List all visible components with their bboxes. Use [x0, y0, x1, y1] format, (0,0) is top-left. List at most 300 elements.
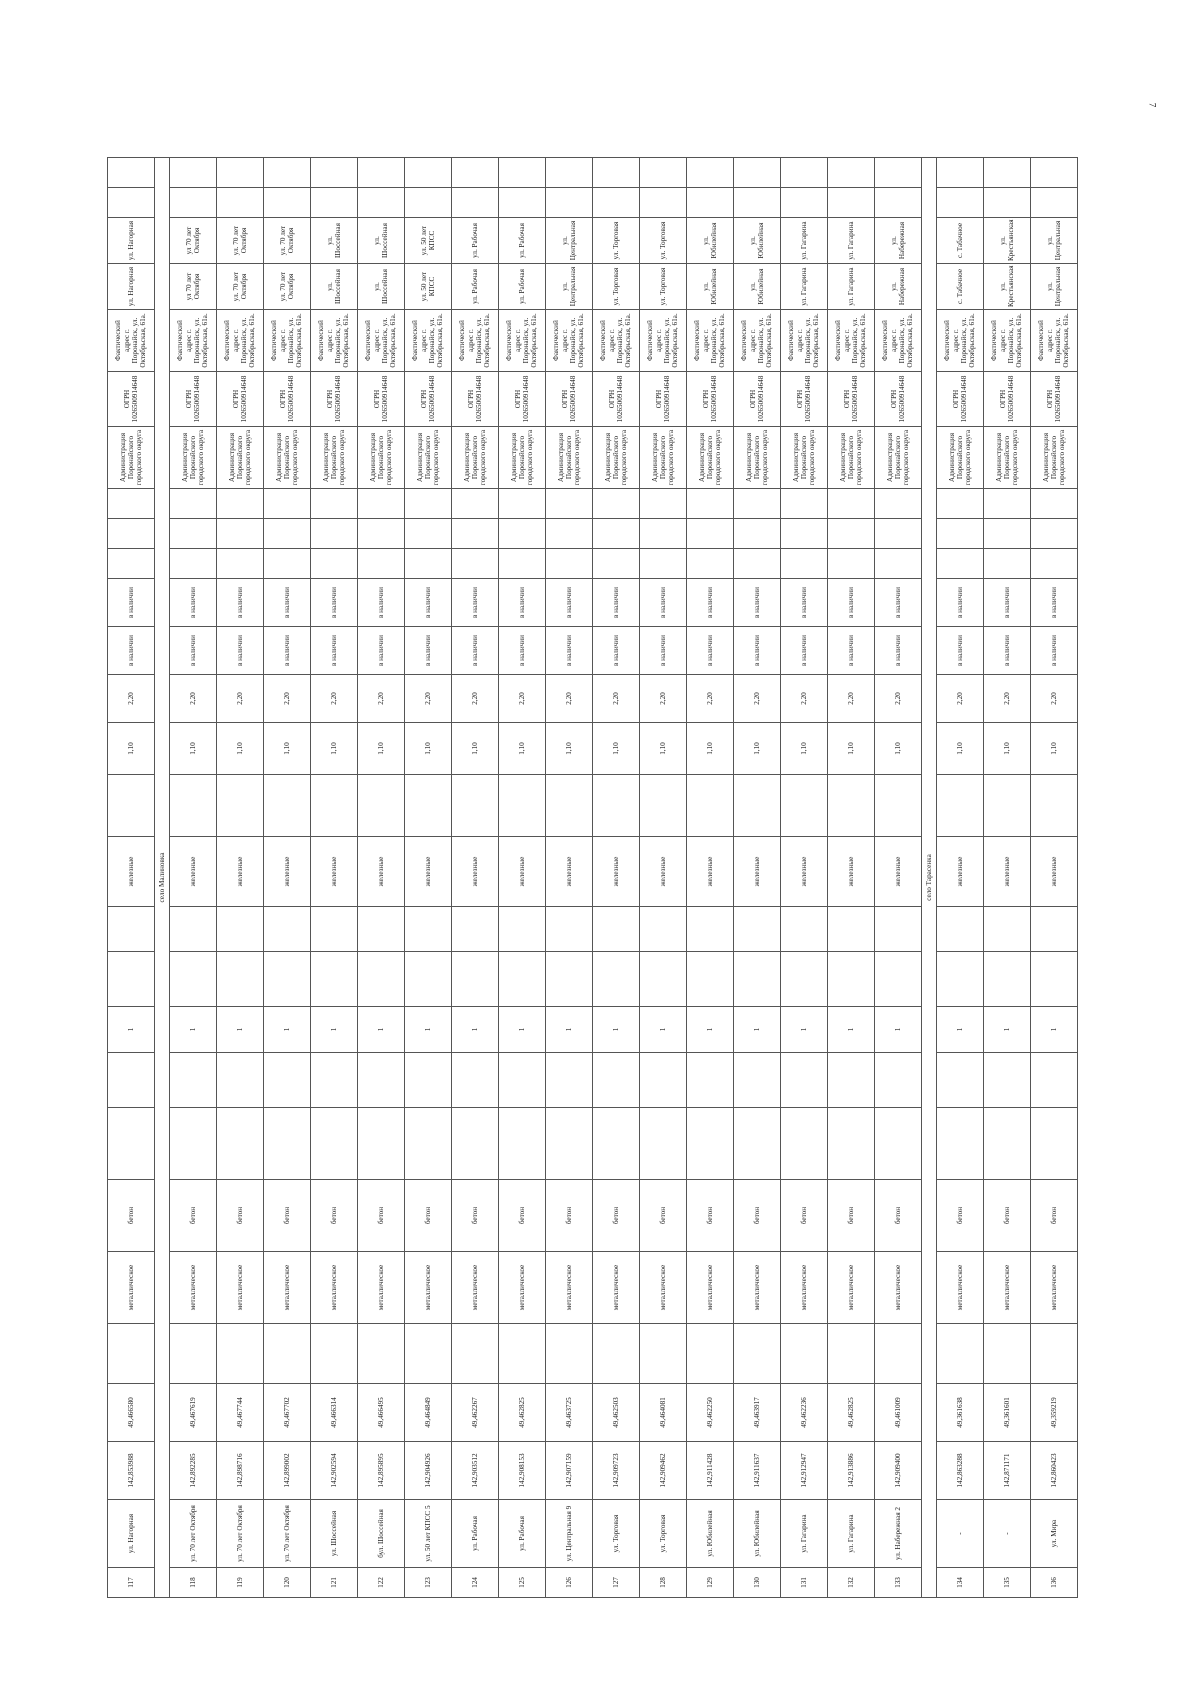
material-cell: металлическое	[405, 1252, 452, 1324]
foundation-cell: бетон	[593, 1180, 640, 1252]
empty-cell	[687, 1324, 734, 1384]
size-a-cell: 1,10	[405, 723, 452, 775]
empty-cell	[687, 775, 734, 837]
empty-cell	[781, 188, 828, 218]
empty-cell	[687, 1053, 734, 1108]
foundation-cell: бетон	[687, 1180, 734, 1252]
empty-cell	[499, 489, 546, 519]
longitude-cell: 142,892285	[170, 1442, 217, 1500]
material-cell: металлическое	[311, 1252, 358, 1324]
empty-cell	[1031, 952, 1078, 1007]
material-cell: металлическое	[984, 1252, 1031, 1324]
street-cell: ул. Юбилейная	[734, 1500, 781, 1568]
longitude-cell: 142,863288	[937, 1442, 984, 1500]
empty-cell	[687, 158, 734, 188]
size-b-cell: 2,20	[828, 675, 875, 723]
empty-cell	[734, 907, 781, 952]
empty-cell	[1031, 549, 1078, 579]
empty-cell	[734, 188, 781, 218]
status-cell: в наличии	[875, 627, 922, 675]
owner-cell: Администрация Поронайского городского округа	[405, 427, 452, 489]
size-a-cell: 1,10	[734, 723, 781, 775]
empty-cell	[170, 1053, 217, 1108]
ogrn-cell: ОГРН 1026500914648	[217, 372, 264, 427]
count-cell: 1	[311, 1007, 358, 1053]
street-cell: ул. Центральная 9	[546, 1500, 593, 1568]
empty-cell	[937, 519, 984, 549]
empty-cell	[1031, 907, 1078, 952]
empty-cell	[593, 1108, 640, 1180]
empty-cell	[499, 907, 546, 952]
empty-cell	[264, 549, 311, 579]
count-cell: 1	[358, 1007, 405, 1053]
size-b-cell: 2,20	[781, 675, 828, 723]
empty-cell	[734, 1053, 781, 1108]
street-cell: ул. Гагарина	[781, 1500, 828, 1568]
empty-cell	[170, 1324, 217, 1384]
empty-cell	[264, 158, 311, 188]
empty-cell	[108, 489, 155, 519]
empty-cell	[311, 188, 358, 218]
empty-cell	[1031, 188, 1078, 218]
type-cell: железные	[108, 837, 155, 907]
latitude-cell: 49,463725	[546, 1384, 593, 1442]
type-cell: железные	[1031, 837, 1078, 907]
empty-cell	[687, 519, 734, 549]
street-cell: ул. 70 лет Октября	[217, 1500, 264, 1568]
material-cell: металлическое	[734, 1252, 781, 1324]
status-cell: в наличии	[264, 579, 311, 627]
table-row	[358, 158, 405, 1598]
latitude-cell: 49,464081	[640, 1384, 687, 1442]
empty-cell	[452, 952, 499, 1007]
location-cell: ул. Центральная	[546, 264, 593, 310]
table-row	[640, 158, 687, 1598]
empty-cell	[937, 549, 984, 579]
row-number: 123	[405, 1568, 452, 1598]
longitude-cell: 142,912947	[781, 1442, 828, 1500]
foundation-cell: бетон	[311, 1180, 358, 1252]
status-cell: в наличии	[593, 627, 640, 675]
address-cell: Фактический адрес г. Поронайск, ул. Октябрьская, 61а.	[875, 310, 922, 372]
type-cell: железные	[593, 837, 640, 907]
status-cell: в наличии	[108, 627, 155, 675]
owner-cell: Администрация Поронайского городского округа	[687, 427, 734, 489]
page-number: 7	[1147, 102, 1158, 108]
longitude-cell: 142,909723	[593, 1442, 640, 1500]
owner-cell: Администрация Поронайского городского округа	[546, 427, 593, 489]
empty-cell	[311, 519, 358, 549]
size-b-cell: 2,20	[593, 675, 640, 723]
status-cell: в наличии	[781, 627, 828, 675]
empty-cell	[546, 158, 593, 188]
empty-cell	[546, 1108, 593, 1180]
empty-cell	[734, 775, 781, 837]
empty-cell	[405, 549, 452, 579]
empty-cell	[217, 1053, 264, 1108]
empty-cell	[734, 489, 781, 519]
rotated-table-wrapper	[107, 188, 1077, 1598]
row-number: 130	[734, 1568, 781, 1598]
address-cell: Фактический адрес г. Поронайск, ул. Октябрьская, 61а.	[499, 310, 546, 372]
empty-cell	[687, 907, 734, 952]
empty-cell	[640, 549, 687, 579]
address-cell: Фактический адрес г. Поронайск, ул. Октябрьская, 61а.	[452, 310, 499, 372]
empty-cell	[828, 907, 875, 952]
material-cell: металлическое	[264, 1252, 311, 1324]
empty-cell	[875, 549, 922, 579]
empty-cell	[452, 489, 499, 519]
table-row	[593, 158, 640, 1598]
empty-cell	[875, 158, 922, 188]
latitude-cell: 49,462250	[687, 1384, 734, 1442]
owner-cell: Администрация Поронайского городского округа	[170, 427, 217, 489]
empty-cell	[499, 1053, 546, 1108]
longitude-cell: 142,899002	[264, 1442, 311, 1500]
ogrn-cell: ОГРН 1026500914648	[875, 372, 922, 427]
table-row	[311, 158, 358, 1598]
empty-cell	[937, 952, 984, 1007]
size-a-cell: 1,10	[499, 723, 546, 775]
longitude-cell: 142,871171	[984, 1442, 1031, 1500]
empty-cell	[108, 1053, 155, 1108]
type-cell: железные	[358, 837, 405, 907]
status-cell: в наличии	[687, 579, 734, 627]
ogrn-cell: ОГРН 1026500914648	[108, 372, 155, 427]
status-cell: в наличии	[217, 627, 264, 675]
ogrn-cell: ОГРН 1026500914648	[828, 372, 875, 427]
ogrn-cell: ОГРН 1026500914648	[546, 372, 593, 427]
material-cell: металлическое	[217, 1252, 264, 1324]
empty-cell	[984, 158, 1031, 188]
latitude-cell: 49,467702	[264, 1384, 311, 1442]
owner-cell: Администрация Поронайского городского округа	[264, 427, 311, 489]
empty-cell	[828, 549, 875, 579]
empty-cell	[358, 1324, 405, 1384]
empty-cell	[264, 1053, 311, 1108]
type-cell: железные	[499, 837, 546, 907]
empty-cell	[499, 775, 546, 837]
owner-cell: Администрация Поронайского городского округа	[452, 427, 499, 489]
status-cell: в наличии	[311, 627, 358, 675]
empty-cell	[108, 188, 155, 218]
size-a-cell: 1,10	[593, 723, 640, 775]
ogrn-cell: ОГРН 1026500914648	[170, 372, 217, 427]
size-b-cell: 2,20	[452, 675, 499, 723]
size-a-cell: 1,10	[170, 723, 217, 775]
size-b-cell: 2,20	[217, 675, 264, 723]
row-number: 117	[108, 1568, 155, 1598]
material-cell: металлическое	[1031, 1252, 1078, 1324]
address-cell: Фактический адрес г. Поронайск, ул. Октябрьская, 61а.	[687, 310, 734, 372]
material-cell: металлическое	[546, 1252, 593, 1324]
street-cell: ул. Набережная 2	[875, 1500, 922, 1568]
longitude-cell: 142,898716	[217, 1442, 264, 1500]
latitude-cell: 49,361601	[984, 1384, 1031, 1442]
row-number: 121	[311, 1568, 358, 1598]
type-cell: железные	[170, 837, 217, 907]
owner-cell: Администрация Поронайского городского округа	[781, 427, 828, 489]
ogrn-cell: ОГРН 1026500914648	[984, 372, 1031, 427]
ogrn-cell: ОГРН 1026500914648	[405, 372, 452, 427]
empty-cell	[108, 158, 155, 188]
empty-cell	[1031, 1324, 1078, 1384]
empty-cell	[452, 1108, 499, 1180]
location-cell: с. Табачное	[937, 218, 984, 264]
type-cell: железные	[781, 837, 828, 907]
empty-cell	[264, 489, 311, 519]
size-b-cell: 2,20	[170, 675, 217, 723]
row-number: 125	[499, 1568, 546, 1598]
longitude-cell: 142,904926	[405, 1442, 452, 1500]
empty-cell	[984, 1108, 1031, 1180]
material-cell: металлическое	[640, 1252, 687, 1324]
location-cell: ул. Рабочая	[452, 264, 499, 310]
latitude-cell: 49,359219	[1031, 1384, 1078, 1442]
material-cell: металлическое	[937, 1252, 984, 1324]
table-row	[499, 158, 546, 1598]
street-cell: ул. 50 лет КПСС 5	[405, 1500, 452, 1568]
empty-cell	[937, 158, 984, 188]
empty-cell	[640, 519, 687, 549]
foundation-cell: бетон	[217, 1180, 264, 1252]
empty-cell	[405, 952, 452, 1007]
empty-cell	[108, 952, 155, 1007]
foundation-cell: бетон	[358, 1180, 405, 1252]
ogrn-cell: ОГРН 1026500914648	[640, 372, 687, 427]
street-cell: ул. 70 лет Октября	[264, 1500, 311, 1568]
size-b-cell: 2,20	[875, 675, 922, 723]
location-cell: ул. Гагарина	[828, 218, 875, 264]
location-cell: ул. Нагорная	[108, 264, 155, 310]
empty-cell	[937, 1053, 984, 1108]
empty-cell	[593, 158, 640, 188]
type-cell: железные	[734, 837, 781, 907]
ogrn-cell: ОГРН 1026500914648	[358, 372, 405, 427]
type-cell: железные	[405, 837, 452, 907]
location-cell: ул. Набережная	[875, 264, 922, 310]
status-cell: в наличии	[108, 579, 155, 627]
foundation-cell: бетон	[1031, 1180, 1078, 1252]
empty-cell	[984, 519, 1031, 549]
empty-cell	[828, 952, 875, 1007]
empty-cell	[452, 775, 499, 837]
location-cell: ул 70 лет Октября	[170, 264, 217, 310]
latitude-cell: 49,361638	[937, 1384, 984, 1442]
size-b-cell: 2,20	[687, 675, 734, 723]
material-cell: металлическое	[828, 1252, 875, 1324]
count-cell: 1	[546, 1007, 593, 1053]
row-number: 132	[828, 1568, 875, 1598]
longitude-cell: 142,911637	[734, 1442, 781, 1500]
empty-cell	[875, 519, 922, 549]
status-cell: в наличии	[405, 579, 452, 627]
foundation-cell: бетон	[984, 1180, 1031, 1252]
count-cell: 1	[170, 1007, 217, 1053]
type-cell: железные	[311, 837, 358, 907]
empty-cell	[1031, 489, 1078, 519]
latitude-cell: 49,466314	[311, 1384, 358, 1442]
address-cell: Фактический адрес г. Поронайск, ул. Октябрьская, 61а.	[264, 310, 311, 372]
ogrn-cell: ОГРН 1026500914648	[311, 372, 358, 427]
type-cell: железные	[452, 837, 499, 907]
size-a-cell: 1,10	[781, 723, 828, 775]
empty-cell	[687, 489, 734, 519]
owner-cell: Администрация Поронайского городского округа	[734, 427, 781, 489]
status-cell: в наличии	[828, 627, 875, 675]
empty-cell	[875, 1324, 922, 1384]
empty-cell	[593, 952, 640, 1007]
empty-cell	[170, 549, 217, 579]
empty-cell	[311, 549, 358, 579]
address-cell: Фактический адрес г. Поронайск, ул. Октябрьская, 61а.	[217, 310, 264, 372]
empty-cell	[640, 1108, 687, 1180]
row-number: 136	[1031, 1568, 1078, 1598]
count-cell: 1	[734, 1007, 781, 1053]
address-cell: Фактический адрес г. Поронайск, ул. Октябрьская, 61а.	[358, 310, 405, 372]
location-cell: ул. 70 лет Октября	[217, 218, 264, 264]
empty-cell	[734, 1108, 781, 1180]
location-cell: ул. 70 лет Октября	[264, 264, 311, 310]
address-cell: Фактический адрес г. Поронайск, ул. Октябрьская, 61а.	[937, 310, 984, 372]
location-cell: ул. Гагарина	[828, 264, 875, 310]
empty-cell	[593, 1053, 640, 1108]
size-a-cell: 1,10	[108, 723, 155, 775]
size-b-cell: 2,20	[405, 675, 452, 723]
row-number: 127	[593, 1568, 640, 1598]
count-cell: 1	[984, 1007, 1031, 1053]
latitude-cell: 49,463917	[734, 1384, 781, 1442]
empty-cell	[828, 1108, 875, 1180]
location-cell: ул. Юбилейная	[734, 218, 781, 264]
size-b-cell: 2,20	[499, 675, 546, 723]
empty-cell	[108, 1324, 155, 1384]
owner-cell: Администрация Поронайского городского округа	[984, 427, 1031, 489]
address-cell: Фактический адрес г. Поронайск, ул. Октябрьская, 61а.	[108, 310, 155, 372]
empty-cell	[640, 1324, 687, 1384]
empty-cell	[781, 775, 828, 837]
empty-cell	[687, 952, 734, 1007]
empty-cell	[452, 1324, 499, 1384]
status-cell: в наличии	[170, 579, 217, 627]
table-row	[937, 158, 984, 1598]
table-row	[217, 158, 264, 1598]
section-label-tabachnoe: село Тарасенка	[922, 158, 937, 1598]
address-cell: Фактический адрес г. Поронайск, ул. Октябрьская, 61а.	[828, 310, 875, 372]
material-cell: металлическое	[452, 1252, 499, 1324]
size-a-cell: 1,10	[452, 723, 499, 775]
empty-cell	[640, 907, 687, 952]
empty-cell	[499, 1108, 546, 1180]
empty-cell	[311, 907, 358, 952]
size-a-cell: 1,10	[1031, 723, 1078, 775]
empty-cell	[734, 549, 781, 579]
empty-cell	[828, 489, 875, 519]
longitude-cell: 142,895895	[358, 1442, 405, 1500]
size-b-cell: 2,20	[640, 675, 687, 723]
empty-cell	[405, 1108, 452, 1180]
latitude-cell: 49,464849	[405, 1384, 452, 1442]
status-cell: в наличии	[311, 579, 358, 627]
empty-cell	[217, 907, 264, 952]
empty-cell	[264, 188, 311, 218]
count-cell: 1	[264, 1007, 311, 1053]
empty-cell	[593, 907, 640, 952]
location-cell: ул. Юбилейная	[687, 264, 734, 310]
longitude-cell: 142,908153	[499, 1442, 546, 1500]
location-cell: ул. Нагорная	[108, 218, 155, 264]
empty-cell	[1031, 775, 1078, 837]
empty-cell	[311, 489, 358, 519]
empty-cell	[937, 188, 984, 218]
location-cell: ул. 50 лет КПСС	[405, 218, 452, 264]
status-cell: в наличии	[640, 627, 687, 675]
section-row	[155, 158, 170, 1598]
count-cell: 1	[593, 1007, 640, 1053]
size-b-cell: 2,20	[734, 675, 781, 723]
status-cell: в наличии	[734, 579, 781, 627]
status-cell: в наличии	[781, 579, 828, 627]
empty-cell	[358, 188, 405, 218]
count-cell: 1	[108, 1007, 155, 1053]
empty-cell	[358, 489, 405, 519]
street-cell: бул. Шоссейная	[358, 1500, 405, 1568]
owner-cell: Администрация Поронайского городского округа	[217, 427, 264, 489]
empty-cell	[781, 907, 828, 952]
empty-cell	[170, 907, 217, 952]
empty-cell	[593, 188, 640, 218]
count-cell: 1	[1031, 1007, 1078, 1053]
empty-cell	[640, 775, 687, 837]
empty-cell	[546, 489, 593, 519]
empty-cell	[875, 775, 922, 837]
size-a-cell: 1,10	[546, 723, 593, 775]
location-cell: ул. Крестьянская	[984, 264, 1031, 310]
empty-cell	[640, 952, 687, 1007]
empty-cell	[405, 1053, 452, 1108]
table-row	[264, 158, 311, 1598]
size-b-cell: 2,20	[108, 675, 155, 723]
empty-cell	[984, 1053, 1031, 1108]
empty-cell	[984, 1324, 1031, 1384]
empty-cell	[264, 907, 311, 952]
owner-cell: Администрация Поронайского городского округа	[593, 427, 640, 489]
status-cell: в наличии	[593, 579, 640, 627]
row-number: 124	[452, 1568, 499, 1598]
empty-cell	[875, 188, 922, 218]
longitude-cell: 142,909462	[640, 1442, 687, 1500]
address-cell: Фактический адрес г. Поронайск, ул. Октябрьская, 61а.	[734, 310, 781, 372]
street-cell: ул. Гагарина	[828, 1500, 875, 1568]
location-cell: ул. Рабочая	[499, 264, 546, 310]
row-number: 119	[217, 1568, 264, 1598]
ogrn-cell: ОГРН 1026500914648	[781, 372, 828, 427]
empty-cell	[217, 1324, 264, 1384]
row-number: 118	[170, 1568, 217, 1598]
foundation-cell: бетон	[546, 1180, 593, 1252]
empty-cell	[781, 1053, 828, 1108]
empty-cell	[217, 519, 264, 549]
empty-cell	[405, 489, 452, 519]
empty-cell	[358, 907, 405, 952]
status-cell: в наличии	[358, 579, 405, 627]
address-cell: Фактический адрес г. Поронайск, ул. Октябрьская, 61а.	[546, 310, 593, 372]
empty-cell	[593, 519, 640, 549]
empty-cell	[499, 188, 546, 218]
location-cell: ул. Торговая	[640, 218, 687, 264]
size-a-cell: 1,10	[640, 723, 687, 775]
longitude-cell: 142,909400	[875, 1442, 922, 1500]
